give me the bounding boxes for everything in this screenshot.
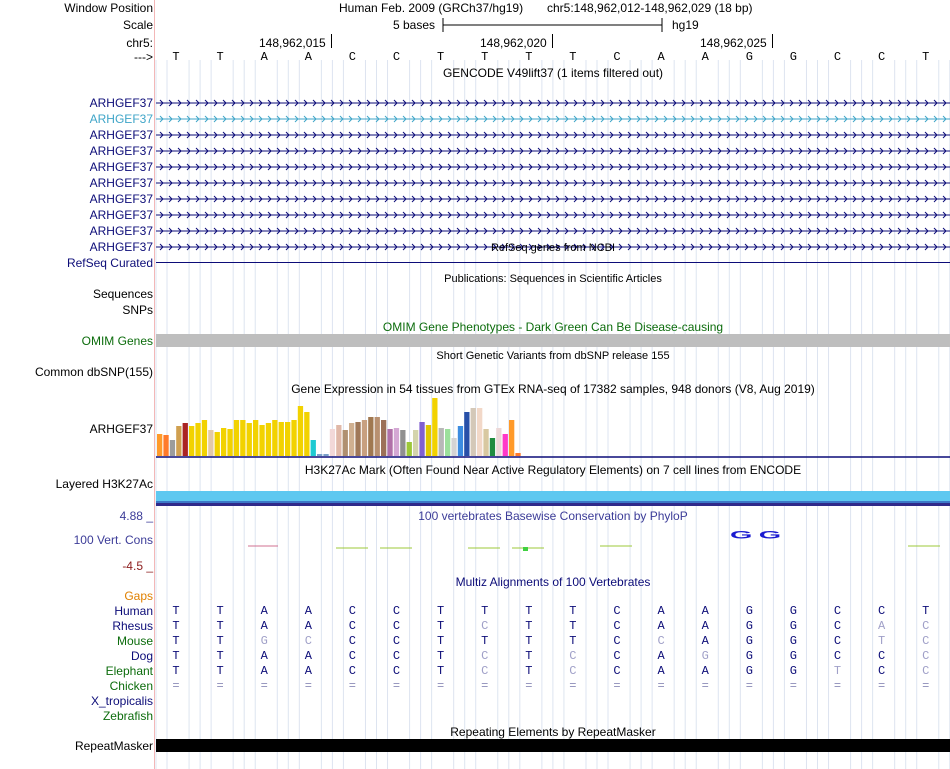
multiz-base: T	[172, 604, 180, 618]
gtex-tissue-bar	[311, 440, 316, 456]
h3k27ac-signal[interactable]	[156, 491, 950, 501]
multiz-base: G	[260, 634, 268, 648]
gtex-tissue-bar	[163, 435, 168, 456]
ref-base: T	[172, 50, 180, 64]
multiz-base: C	[348, 634, 356, 648]
multiz-base: A	[701, 664, 709, 678]
gencode-gene-label[interactable]: ARHGEF37	[89, 144, 153, 158]
multiz-base: =	[216, 679, 224, 693]
gtex-tissue-bar	[362, 420, 367, 456]
gencode-gene-model[interactable]	[156, 115, 950, 123]
multiz-base: C	[392, 619, 401, 633]
coord-label-2: 148,962,020	[480, 36, 547, 50]
ref-base: G	[789, 50, 797, 64]
refseq-line[interactable]	[156, 262, 950, 263]
multiz-base: C	[922, 634, 930, 648]
gtex-tissue-bar	[343, 430, 348, 456]
multiz-species-label[interactable]: Elephant	[105, 664, 153, 678]
gtex-tissue-bar	[215, 432, 220, 456]
phylop-max-label: 4.88 _	[119, 509, 153, 523]
scale-label: Scale	[122, 18, 153, 32]
coord-tick-3	[772, 34, 773, 48]
multiz-base: T	[569, 619, 577, 633]
ref-base: A	[304, 50, 312, 64]
multiz-base: C	[392, 664, 401, 678]
multiz-base: T	[922, 604, 930, 618]
multiz-base: =	[877, 679, 886, 693]
gtex-tissue-bar	[477, 408, 482, 456]
multiz-base: A	[260, 649, 268, 663]
multiz-base: T	[436, 649, 445, 663]
gtex-tissue-bar	[355, 422, 360, 456]
gencode-gene-model[interactable]	[156, 163, 950, 171]
multiz-base: C	[348, 604, 356, 618]
multiz-base: C	[877, 649, 886, 663]
multiz-base: T	[481, 604, 489, 618]
gencode-gene-model[interactable]	[156, 131, 950, 139]
refseq-title[interactable]: RefSeq genes from NCBI	[490, 242, 616, 254]
gtex-tissue-bar	[189, 426, 194, 456]
gencode-gene-model[interactable]	[156, 99, 950, 107]
ref-base: C	[348, 50, 356, 64]
multiz-base: G	[745, 619, 753, 633]
multiz-base: T	[525, 604, 533, 618]
multiz-title[interactable]: Multiz Alignments of 100 Vertebrates	[455, 575, 651, 589]
gtex-tissue-bar	[208, 430, 213, 456]
ref-base: G	[745, 50, 753, 64]
gencode-gene-label[interactable]: ARHGEF37	[89, 96, 153, 110]
gtex-tissue-bar	[317, 454, 322, 456]
gtex-tissue-bar	[176, 426, 181, 456]
assembly-name: Human Feb. 2009 (GRCh37/hg19)	[339, 1, 524, 15]
gtex-tissue-bar	[471, 408, 476, 456]
multiz-base: C	[833, 634, 842, 648]
multiz-base: C	[348, 664, 356, 678]
gtex-label[interactable]: ARHGEF37	[89, 422, 153, 436]
multiz-base: =	[172, 679, 180, 693]
multiz-base: G	[745, 634, 753, 648]
multiz-base: T	[525, 649, 533, 663]
gtex-tissue-bar	[330, 429, 335, 456]
multiz-species-label[interactable]: Chicken	[109, 679, 153, 693]
omim-bar[interactable]	[156, 334, 950, 347]
refseq-label[interactable]: RefSeq Curated	[66, 256, 153, 270]
multiz-base: T	[172, 619, 180, 633]
ref-base: T	[525, 50, 533, 64]
gencode-gene-model[interactable]	[156, 211, 950, 219]
ref-base: T	[922, 50, 930, 64]
multiz-base: T	[216, 649, 224, 663]
gtex-tissue-bar	[227, 429, 232, 456]
gtex-title[interactable]: Gene Expression in 54 tissues from GTEx RNA-seq of 17382 samples, 948 donors (V8, Aug 2019)	[291, 382, 815, 396]
ref-base: T	[436, 50, 445, 64]
multiz-base: C	[348, 619, 356, 633]
multiz-base: =	[392, 679, 401, 693]
multiz-base: C	[922, 649, 930, 663]
gencode-gene-model[interactable]	[156, 179, 950, 187]
gtex-tissue-bar	[483, 429, 488, 456]
ref-base: C	[833, 50, 842, 64]
coord-label-1: 148,962,015	[259, 36, 326, 50]
gtex-tissue-bar	[387, 429, 392, 456]
multiz-base: =	[833, 679, 842, 693]
h3k27ac-label[interactable]: Layered H3K27Ac	[55, 477, 153, 491]
gtex-tissue-bar	[451, 438, 456, 456]
ref-base: A	[701, 50, 709, 64]
multiz-base: C	[613, 664, 621, 678]
position-readout: chr5:148,962,012-148,962,029 (18 bp)	[547, 1, 753, 15]
multiz-base: C	[613, 619, 621, 633]
gencode-gene-model[interactable]	[156, 147, 950, 155]
multiz-base: T	[216, 619, 224, 633]
gencode-gene-label[interactable]: ARHGEF37	[89, 224, 153, 238]
multiz-base: =	[613, 679, 621, 693]
publications-title[interactable]: Publications: Sequences in Scientific Articles	[444, 273, 662, 285]
multiz-base: G	[745, 664, 753, 678]
gtex-tissue-bar	[336, 425, 341, 456]
multiz-base: T	[569, 604, 577, 618]
gencode-title[interactable]: GENCODE V49lift37 (1 items filtered out)	[442, 66, 664, 80]
multiz-base: =	[569, 679, 577, 693]
h3k27ac-layer	[156, 503, 950, 506]
multiz-base: T	[172, 634, 180, 648]
phylop-title[interactable]: 100 vertebrates Basewise Conservation by PhyloP	[418, 509, 688, 523]
gtex-tissue-bar	[253, 420, 258, 456]
multiz-base: C	[392, 604, 401, 618]
multiz-base: G	[789, 619, 797, 633]
gtex-tissue-bar	[291, 420, 296, 456]
ref-base: A	[260, 50, 268, 64]
multiz-base: A	[304, 664, 312, 678]
gtex-tissue-bar	[400, 430, 405, 456]
multiz-base: =	[260, 679, 268, 693]
multiz-base: G	[789, 634, 797, 648]
multiz-base: A	[657, 664, 665, 678]
gtex-tissue-bar	[298, 406, 303, 456]
multiz-base: T	[216, 604, 224, 618]
multiz-base: G	[701, 649, 709, 663]
multiz-base: A	[701, 604, 709, 618]
multiz-base: G	[789, 604, 797, 618]
gtex-tissue-bar	[170, 440, 175, 456]
scale-value: 5 bases	[393, 18, 436, 32]
multiz-base: T	[569, 634, 577, 648]
repeatmasker-label[interactable]: RepeatMasker	[74, 739, 153, 753]
multiz-base: A	[877, 619, 886, 633]
ref-base: T	[481, 50, 489, 64]
ref-base: T	[569, 50, 577, 64]
gtex-tissue-bar	[349, 423, 354, 456]
phylop-signal[interactable]	[156, 538, 950, 558]
gtex-tissue-bar	[157, 434, 162, 456]
gtex-tissue-bar	[515, 453, 520, 456]
multiz-base: C	[304, 634, 312, 648]
multiz-base: T	[525, 619, 533, 633]
multiz-base: =	[436, 679, 445, 693]
multiz-base: C	[877, 664, 886, 678]
multiz-base: C	[481, 619, 489, 633]
multiz-base: T	[525, 634, 533, 648]
multiz-base: T	[481, 634, 489, 648]
gtex-tissue-bar	[413, 430, 418, 456]
gtex-tissue-bar	[426, 425, 431, 456]
multiz-base: =	[525, 679, 533, 693]
phylop-label[interactable]: 100 Vert. Cons	[73, 533, 153, 547]
gencode-gene-label[interactable]: ARHGEF37	[89, 176, 153, 190]
multiz-base: T	[436, 619, 445, 633]
multiz-base: A	[260, 664, 268, 678]
multiz-base: A	[701, 634, 709, 648]
multiz-base: A	[657, 649, 665, 663]
repeatmasker-bar[interactable]	[156, 739, 950, 752]
multiz-base: =	[304, 679, 312, 693]
gtex-tissue-bar	[375, 417, 380, 456]
h3k27ac-title[interactable]: H3K27Ac Mark (Often Found Near Active Regulatory Elements) on 7 cell lines from ENCODE	[304, 463, 802, 477]
gtex-tissue-bar	[368, 417, 373, 456]
multiz-base: T	[216, 634, 224, 648]
gtex-tissue-bar	[407, 442, 412, 456]
gtex-tissue-bar	[509, 420, 514, 456]
sequences-label[interactable]: Sequences	[92, 287, 153, 301]
multiz-base: T	[833, 664, 842, 678]
multiz-base: =	[745, 679, 753, 693]
multiz-base: A	[260, 604, 268, 618]
multiz-base: T	[436, 664, 445, 678]
gencode-gene-label[interactable]: ARHGEF37	[89, 208, 153, 222]
multiz-base: T	[436, 604, 445, 618]
gencode-gene-label[interactable]: ARHGEF37	[89, 128, 153, 142]
gtex-tissue-bar	[259, 425, 264, 456]
multiz-base: C	[657, 634, 665, 648]
multiz-species-label[interactable]: Zebrafish	[102, 709, 153, 723]
multiz-base: T	[216, 664, 224, 678]
multiz-base: A	[701, 619, 709, 633]
multiz-base: C	[833, 619, 842, 633]
omim-label[interactable]: OMIM Genes	[81, 334, 153, 348]
gencode-gene-label[interactable]: ARHGEF37	[89, 192, 153, 206]
gtex-tissue-bar	[445, 429, 450, 456]
multiz-base: C	[922, 619, 930, 633]
multiz-base: C	[392, 634, 401, 648]
gtex-tissue-bar	[279, 422, 284, 456]
multiz-base: C	[613, 604, 621, 618]
multiz-species-label[interactable]: Rhesus	[112, 619, 153, 633]
gencode-gene-label[interactable]: ARHGEF37	[89, 160, 153, 174]
gtex-tissue-bar	[381, 420, 386, 456]
gencode-gene-model[interactable]	[156, 227, 950, 235]
ref-base: T	[216, 50, 224, 64]
multiz-base: C	[833, 649, 842, 663]
gtex-tissue-bar	[458, 426, 463, 456]
gtex-bar-chart[interactable]	[156, 396, 950, 458]
multiz-base: G	[745, 649, 753, 663]
multiz-base: C	[833, 604, 842, 618]
scale-db: hg19	[672, 18, 699, 32]
multiz-species-label[interactable]: X_tropicalis	[90, 694, 153, 708]
gencode-gene-model[interactable]	[156, 195, 950, 203]
ref-base: C	[877, 50, 886, 64]
gtex-tissue-bar	[323, 454, 328, 456]
multiz-base: A	[304, 619, 312, 633]
gtex-tissue-bar	[247, 423, 252, 456]
gtex-tissue-bar	[490, 438, 495, 456]
omim-title[interactable]: OMIM Gene Phenotypes - Dark Green Can Be Disease-causing	[382, 320, 724, 334]
multiz-base: G	[745, 604, 753, 618]
chrom-label: chr5:	[126, 36, 153, 50]
multiz-species-label[interactable]: Human	[114, 604, 153, 618]
multiz-base: T	[877, 634, 886, 648]
dbsnp-label[interactable]: Common dbSNP(155)	[34, 365, 153, 379]
multiz-base: C	[481, 649, 489, 663]
multiz-base: G	[789, 664, 797, 678]
gtex-tissue-bar	[266, 423, 271, 456]
gtex-tissue-bar	[234, 420, 239, 456]
gtex-tissue-bar	[240, 420, 245, 456]
multiz-base: A	[304, 604, 312, 618]
multiz-base: C	[392, 649, 401, 663]
window-position-label: Window Position	[64, 1, 153, 15]
ref-base: C	[613, 50, 621, 64]
multiz-base: C	[348, 649, 356, 663]
gtex-tissue-bar	[202, 420, 207, 456]
multiz-species-label[interactable]: Mouse	[116, 634, 153, 648]
gtex-tissue-bar	[285, 422, 290, 456]
multiz-base: C	[481, 664, 489, 678]
multiz-base: =	[348, 679, 356, 693]
multiz-base: A	[304, 649, 312, 663]
coord-tick-1	[331, 34, 332, 48]
multiz-base: A	[657, 604, 665, 618]
gtex-tissue-bar	[195, 423, 200, 456]
multiz-base: T	[172, 649, 180, 663]
scale-bar	[440, 18, 670, 32]
multiz-base: T	[525, 664, 533, 678]
multiz-base: C	[922, 664, 930, 678]
dbsnp-title[interactable]: Short Genetic Variants from dbSNP release 155	[436, 350, 670, 362]
multiz-base: =	[789, 679, 797, 693]
multiz-base: =	[922, 679, 930, 693]
multiz-base: C	[613, 634, 621, 648]
gtex-tissue-bar	[496, 428, 501, 456]
snps-label[interactable]: SNPs	[122, 303, 153, 317]
coord-label-3: 148,962,025	[700, 36, 767, 50]
gtex-tissue-bar	[503, 434, 508, 456]
multiz-base: C	[877, 604, 886, 618]
phylop-logo: GG	[730, 529, 788, 541]
coord-tick-2	[552, 34, 553, 48]
gtex-tissue-bar	[464, 412, 469, 456]
multiz-base: T	[436, 634, 445, 648]
gtex-tissue-bar	[432, 398, 437, 456]
repeatmasker-title[interactable]: Repeating Elements by RepeatMasker	[450, 725, 656, 739]
multiz-base: A	[657, 619, 665, 633]
ref-base: A	[657, 50, 665, 64]
multiz-base: C	[569, 664, 577, 678]
multiz-base: G	[789, 649, 797, 663]
multiz-base: T	[172, 664, 180, 678]
phylop-min-label: -4.5 _	[122, 559, 153, 573]
gtex-tissue-bar	[394, 428, 399, 456]
gtex-tissue-bar	[272, 420, 277, 456]
strand-label: --->	[134, 50, 153, 64]
gtex-tissue-bar	[183, 423, 188, 456]
ref-base: C	[392, 50, 401, 64]
gtex-tissue-bar	[439, 428, 444, 456]
gtex-tissue-bar	[221, 428, 226, 456]
multiz-base: C	[613, 649, 621, 663]
multiz-base: =	[701, 679, 709, 693]
gencode-gene-label[interactable]: ARHGEF37	[89, 112, 153, 126]
gtex-tissue-bar	[419, 422, 424, 456]
gaps-label[interactable]: Gaps	[124, 589, 153, 603]
gtex-tissue-bar	[304, 412, 309, 456]
gencode-gene-label[interactable]: ARHGEF37	[89, 240, 153, 254]
multiz-base: A	[260, 619, 268, 633]
multiz-base: C	[569, 649, 577, 663]
multiz-base: =	[481, 679, 489, 693]
multiz-base: =	[657, 679, 665, 693]
multiz-species-label[interactable]: Dog	[130, 649, 153, 663]
